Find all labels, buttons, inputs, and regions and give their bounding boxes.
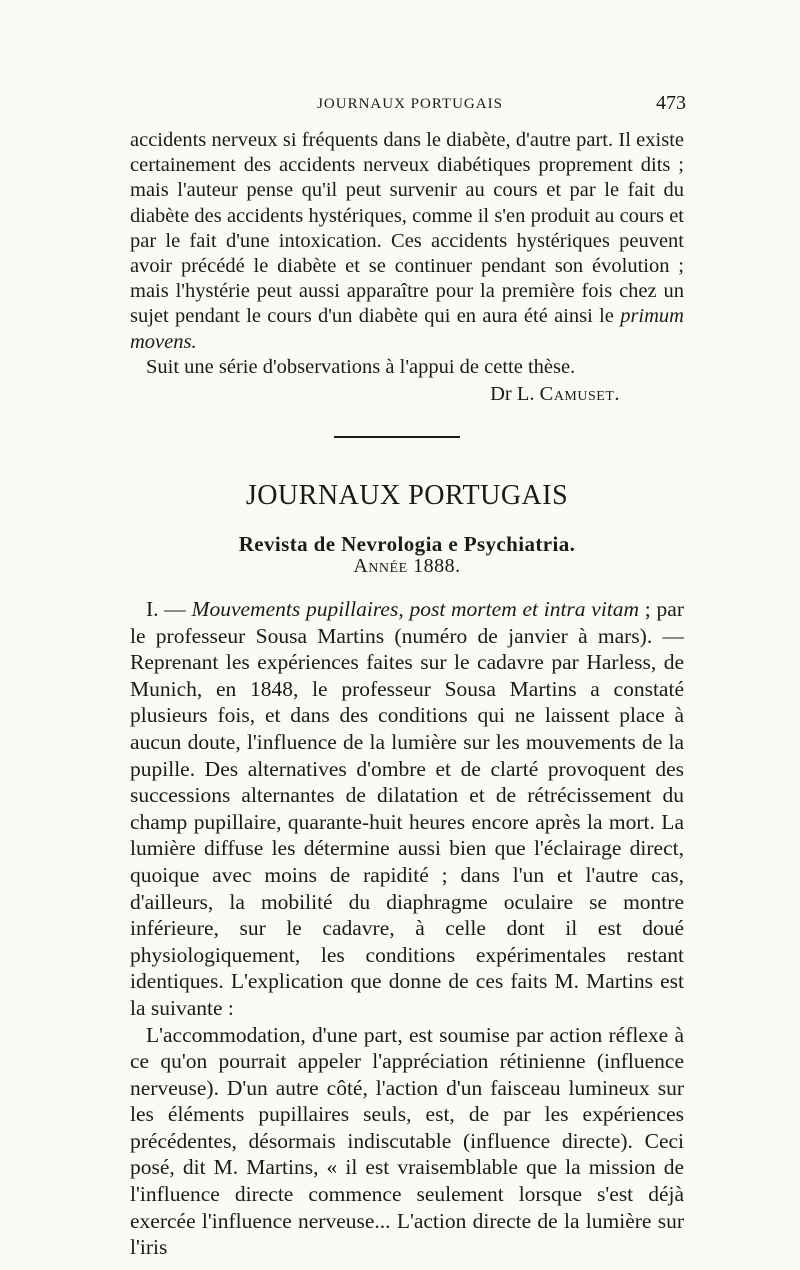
article-title: Mouvements pupillaires, post mortem et intra vitam	[191, 597, 640, 621]
signature-name: Camuset.	[539, 383, 620, 405]
article-body	[130, 596, 684, 1261]
running-header	[130, 92, 690, 118]
journal-title: Revista de Nevrologia e Psychiatria.	[238, 532, 576, 556]
running-title: JOURNAUX PORTUGAIS	[317, 96, 503, 112]
review-continuation	[130, 128, 684, 380]
article-paragraph	[130, 596, 684, 1022]
article-paragraph-text: ; par le professeur Sousa Martins (numéro de janvier à mars). — Reprenant les expériences faites sur le cadavre par Harless, de Munich, en 1848, le professeur Sousa Martins a constaté plusieurs fois, et dans des conditions qui ne laissent place à aucun doute, l'influence de la lumière sur les mouvements de la pupille. Des alternatives d'ombre et de clarté provoquent des successions alternantes de dilatation et de rétrécissement du champ pupillaire, quarante-huit heures encore après la mort. La lumière diffuse les détermine aussi bien que l'éclairage direct, quoique avec moins de rapidité ; dans l'un et l'autre cas, d'ailleurs, la mobilité du diaphragme oculaire se montre inférieure, sur le cadavre, à celle dont il est doué physiologiquement, les conditions expérimentales restant identiques. L'explication que donne de ces faits M. Martins est la suivante :	[130, 597, 684, 1020]
article-numeral: I. —	[146, 597, 192, 621]
signature-prefix: Dr L.	[490, 383, 540, 405]
author-signature	[130, 383, 620, 406]
section-divider	[334, 436, 460, 438]
journal-year: Année 1888.	[353, 555, 461, 577]
review-paragraph-text: accidents nerveux si fréquents dans le diabète, d'autre part. Il existe certainement des accidents nerveux diabétiques proprement dits ; mais l'auteur pense qu'il peut survenir au cours et par le fait du diabète des accidents hystériques, comme il s'en produit au cours et par le fait d'une intoxication. Ces accidents hystériques peuvent avoir précédé le diabète et se continuer pendant son évolution ; mais l'hystérie peut aussi apparaître pour la première fois chez un sujet pendant le cours d'un diabète qui en aura été ainsi le	[130, 129, 684, 328]
section-title: JOURNAUX PORTUGAIS	[245, 480, 569, 511]
review-paragraph-italic: primum movens.	[130, 305, 684, 353]
article-paragraph: L'accommodation, d'une part, est soumise par action réflexe à ce qu'on pourrait appeler l'appréciation rétinienne (influence nerveuse). D'un autre côté, l'action d'un faisceau lumineux sur les éléments pupillaires seuls, est, de par les expériences précédentes, désormais indiscutable (influence directe). Ceci posé, dit M. Martins, « il est vraisemblable que la mission de l'influence directe commence seulement lorsque s'est déjà exercée l'influence nerveuse... L'action directe de la lumière sur l'iris	[130, 1022, 684, 1260]
review-paragraph	[130, 128, 684, 355]
page-number: 473	[656, 92, 686, 114]
review-closing-paragraph: Suit une série d'observations à l'appui de cette thèse.	[146, 355, 576, 378]
